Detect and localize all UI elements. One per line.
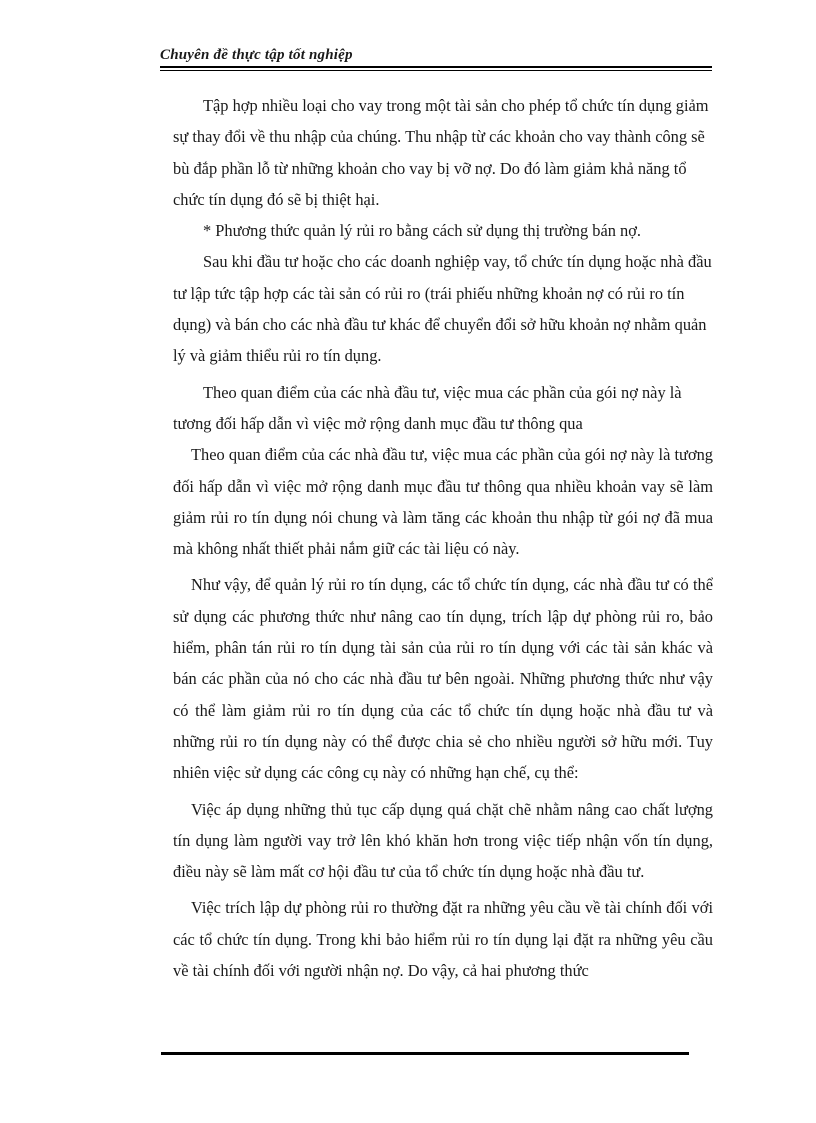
- footer-rule: [161, 1052, 689, 1055]
- paragraph-risk-methods: Như vậy, để quản lý rủi ro tín dụng, các tổ chức tín dụng, các nhà đầu tư có thể sử dụng các phương thức như nâng cao tín dụng, trích lập dự phòng rủi ro, bảo hiểm, phân tán rủi ro tín dụng tài sản của rủi ro tín dụng với các tài sản khác và bán các phần của nó cho các nhà đầu tư bên ngoài. Những phương thức như vậy có thể làm giảm rủi ro tín dụng của các tổ chức tín dụng hoặc nhà đầu tư và những rủi ro tín dụng này có thể được chia sẻ cho nhiều người sở hữu mới. Tuy nhiên việc sử dụng các công cụ này có những hạn chế, cụ thể:: [173, 575, 713, 783]
- paragraph-loan-pooling: Tập hợp nhiều loại cho vay trong một tài sản cho phép tổ chức tín dụng giảm sự thay đổi về thu nhập của chúng. Thu nhập từ các khoản cho vay thành công sẽ bù đắp phần lỗ từ những khoản cho vay bị vỡ nợ. Do đó làm giảm khả năng tổ chức tín dụng đó sẽ bị thiệt hại.: [173, 96, 709, 209]
- page-header-title: Chuyên đề thực tập tốt nghiệp: [160, 47, 353, 63]
- document-body: [173, 90, 713, 986]
- paragraph-provisioning: Việc trích lập dự phòng rủi ro thường đặt ra những yêu cầu về tài chính đối với các tổ chức tín dụng. Trong khi bảo hiểm rủi ro tín dụng lại đặt ra những yêu cầu về tài chính đối với người nhận nợ. Do vậy, cả hai phương thức: [173, 898, 713, 981]
- paragraph-investor-view-partial: Theo quan điểm của các nhà đầu tư, việc mua các phần của gói nợ này là tương đối hấp dẫn vì việc mở rộng danh mục đầu tư thông qua: [173, 382, 682, 433]
- paragraph-strict-procedures: Việc áp dụng những thủ tục cấp dụng quá chặt chẽ nhằm nâng cao chất lượng tín dụng làm người vay trở lên khó khăn hơn trong việc tiếp nhận vốn tín dụng, điều này sẽ làm mất cơ hội đầu tư của tổ chức tín dụng hoặc nhà đầu tư.: [173, 799, 713, 882]
- paragraph-method-heading: * Phương thức quản lý rủi ro bằng cách sử dụng thị trường bán nợ.: [203, 221, 642, 241]
- paragraph-debt-market: Sau khi đầu tư hoặc cho các doanh nghiệp vay, tổ chức tín dụng hoặc nhà đầu tư lập tức tập hợp các tài sản có rủi ro (trái phiếu những khoản nợ có rủi ro tín dụng) và bán cho các nhà đầu tư khác để chuyển đổi sở hữu khoản nợ nhằm quản lý và giảm thiểu rủi ro tín dụng.: [173, 252, 712, 366]
- header-rule-thin: [160, 70, 712, 71]
- header-rule: [160, 66, 712, 68]
- paragraph-investor-view: Theo quan điểm của các nhà đầu tư, việc mua các phần của gói nợ này là tương đối hấp dẫn vì việc mở rộng danh mục đầu tư thông qua nhiều khoản vay sẽ làm giảm rủi ro tín dụng nói chung và làm tăng các khoản thu nhập từ gói nợ đã mua mà không nhất thiết phải nắm giữ các tài liệu có này.: [173, 445, 713, 559]
